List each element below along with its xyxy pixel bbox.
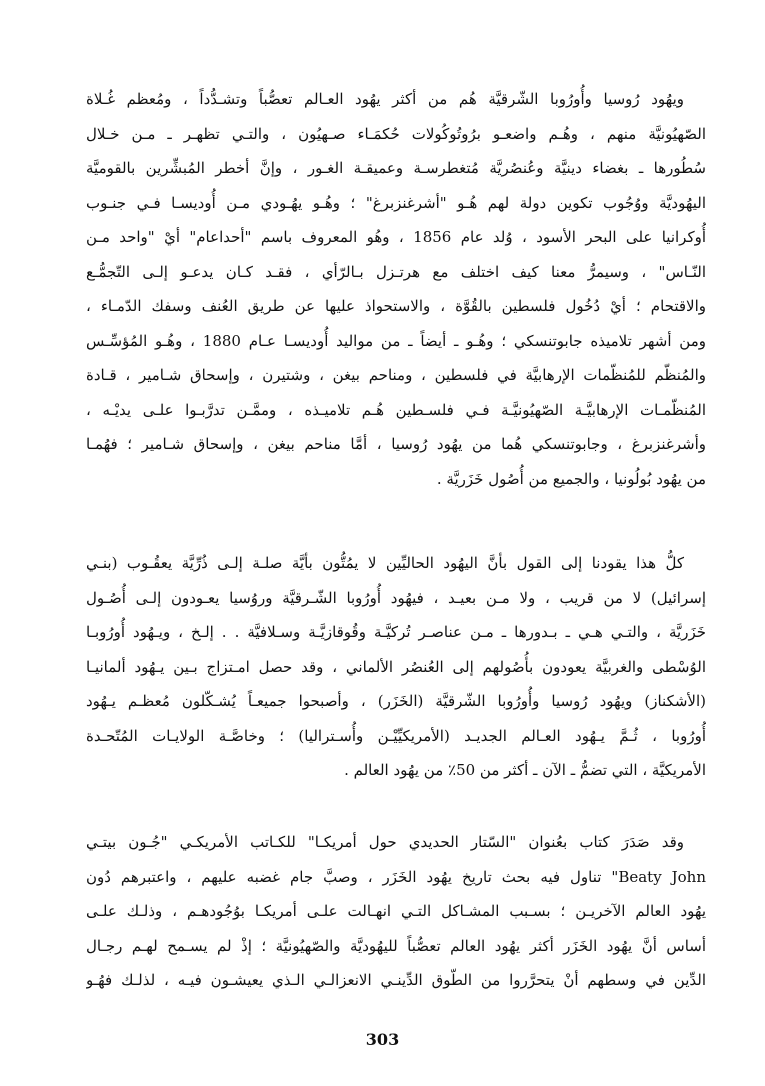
text-line: الدِّين في وسطهم أنْ يتحرَّروا من الطّوق الدِّينـي الانعزالـي الـذي يعيشـون فيـه ، لذلـك فهُـو — [86, 971, 706, 989]
text-line: سُطُورها ـ بغضاء دينيَّة وعُنصُريَّة مُتغطرسـة وعميقـة الغـور ، وإنَّ أخطر المُبشِّرين بالقوميَّة — [86, 159, 706, 177]
text-line: كلُّ هذا يقودنا إلى القول بأنَّ اليهُود الحاليِّين لا يمُتُّون بأيَّة صلـة إلـى ذُرِّيَّة يعقُـوب (بنـي — [86, 554, 684, 572]
page-number: 303 — [365, 1030, 400, 1049]
text-line: والمُنظّم للمُنظّمات الإرهابيَّة في فلسطين ، ومناحم بيغن ، وشتيرن ، وإسحاق شـامير ، قـادة — [86, 366, 706, 384]
text-line: أُورُوبا ، ثُـمَّ يـهُود العـالم الجديـد (الأمريكيِّيْـن وأُسـتراليا) ؛ وخاصَّـة الولايـات المُتّحـدة — [86, 726, 706, 745]
paragraph-1 — [86, 82, 706, 496]
text-line: الصّهيُونيَّة منهم ، وهُـم واضعـو برُوتُوكُولات حُكمَـاء صـهيُون ، والتـي تظهـر ـ مـن خـلال — [86, 124, 706, 143]
paragraph-2 — [86, 546, 706, 788]
text-line: (الأشكناز) ويهُود رُوسيا وأُورُوبا الشّرقيَّة (الخَزَر) ، وأصبحوا جميعـاً يُشـكّلون مُعظـم يـهُود — [86, 692, 706, 710]
text-line: أُوكرانيا على البحر الأسود ، وُلد عام 1856 ، وهُو المعروف باسم "أحداعام" أيْ "واحد مـن — [86, 228, 706, 246]
text-line: أساس أنَّ يهُود الخَزَر أكثر يهُود العالم تعصُّباً لليهُوديَّة والصّهيُونيَّة ؛ إذْ لم يسـمح لهـم رجـال — [86, 936, 706, 955]
text-line: وقد صَدَرَ كتاب بعُنوان "السّتار الحديدي حول أمريكـا" للكـاتب الأمريكـي "جُـون بيتـي — [86, 833, 684, 851]
text-line: اليهُوديَّة ووُجُوب تكوين دولة لهم هُـو "أشرغنزبرغ" ؛ وهُـو يهُـودي مـن أُوديسـا فـي جنـوب — [86, 193, 706, 212]
text-line: من يهُود بُولُونيا ، والجميع من أُصُول خَزَريَّة . — [436, 469, 706, 488]
text-line: إسرائيل) لا من قريب ، ولا مـن بعيـد ، فيهُود أُورُوبا الشّـرقيَّة وروُسيا يعـودون إلـى أُصُـول — [86, 588, 706, 607]
text-line: Beaty John" تناول فيه بحث تاريخ يهُود الخَزَر ، وصبَّ جام غضبه عليهم ، واعتبرهم دُون — [86, 867, 706, 886]
paragraph-3 — [86, 825, 706, 998]
text-line: النّـاس" ، وسيمرُّ معنا كيف اختلف مع هرتـزل بـالرّأي ، فقـد كـان يدعـو إلـى التّجمُّـع — [86, 262, 706, 281]
text-line: المُنظّمـات الإرهابيَّـة الصّهيُونيَّـة فـي فلسـطين هُـم تلاميـذه ، وممَّـن تدرَّبـوا علـى يديْـه ، — [86, 400, 706, 419]
text-line: ومن أشهر تلاميذه جابوتنسكي ؛ وهُـو ـ أيضاً ـ من مواليد أُوديسـا عـام 1880 ، وهُـو المُؤسِّـس — [86, 331, 706, 350]
text-line: خَزَريَّة ، والتـي هـي ـ بـدورها ـ مـن عناصـر تُركيَّـة وقُوقازيَّـة وسـلافيَّة . . إلـخ ، ويـهُود أُورُوبـا — [86, 623, 706, 641]
text-line: والاقتحام ؛ أيْ دُخُول فلسطين بالقُوَّة ، والاستحواذ عليها عن طريق العُنف وسفك الدّمـاء ، — [86, 297, 706, 315]
text-line: يهُود العالم الآخريـن ؛ بسـبب المشـاكل التـي انهـالت علـى أمريكـا بوُجُودهـم ، وذلـك علـى — [86, 902, 706, 920]
text-line: الوُسْطى والغربيَّة يعودون بأُصُولهم إلى العُنصُر الألماني ، وقد حصل امـتزاج بـين يـهُود ألمانيـا — [86, 657, 706, 676]
text-line: الأمريكيَّة ، التي تضمُّ ـ الآن ـ أكثر من 50٪ من يهُود العالم . — [344, 761, 706, 779]
text-line: ويهُود رُوسيا وأُورُوبا الشّرقيَّة هُم من أكثر يهُود العـالم تعصُّباً وتشـدُّداً ، ومُعظم غُـلاة — [86, 90, 684, 108]
text-line: وأشرغنزبرغ ، وجابوتنسكي هُما من يهُود رُوسيا ، أمَّا مناحم بيغن ، وإسحاق شـامير ؛ فهُمـا — [86, 435, 706, 453]
